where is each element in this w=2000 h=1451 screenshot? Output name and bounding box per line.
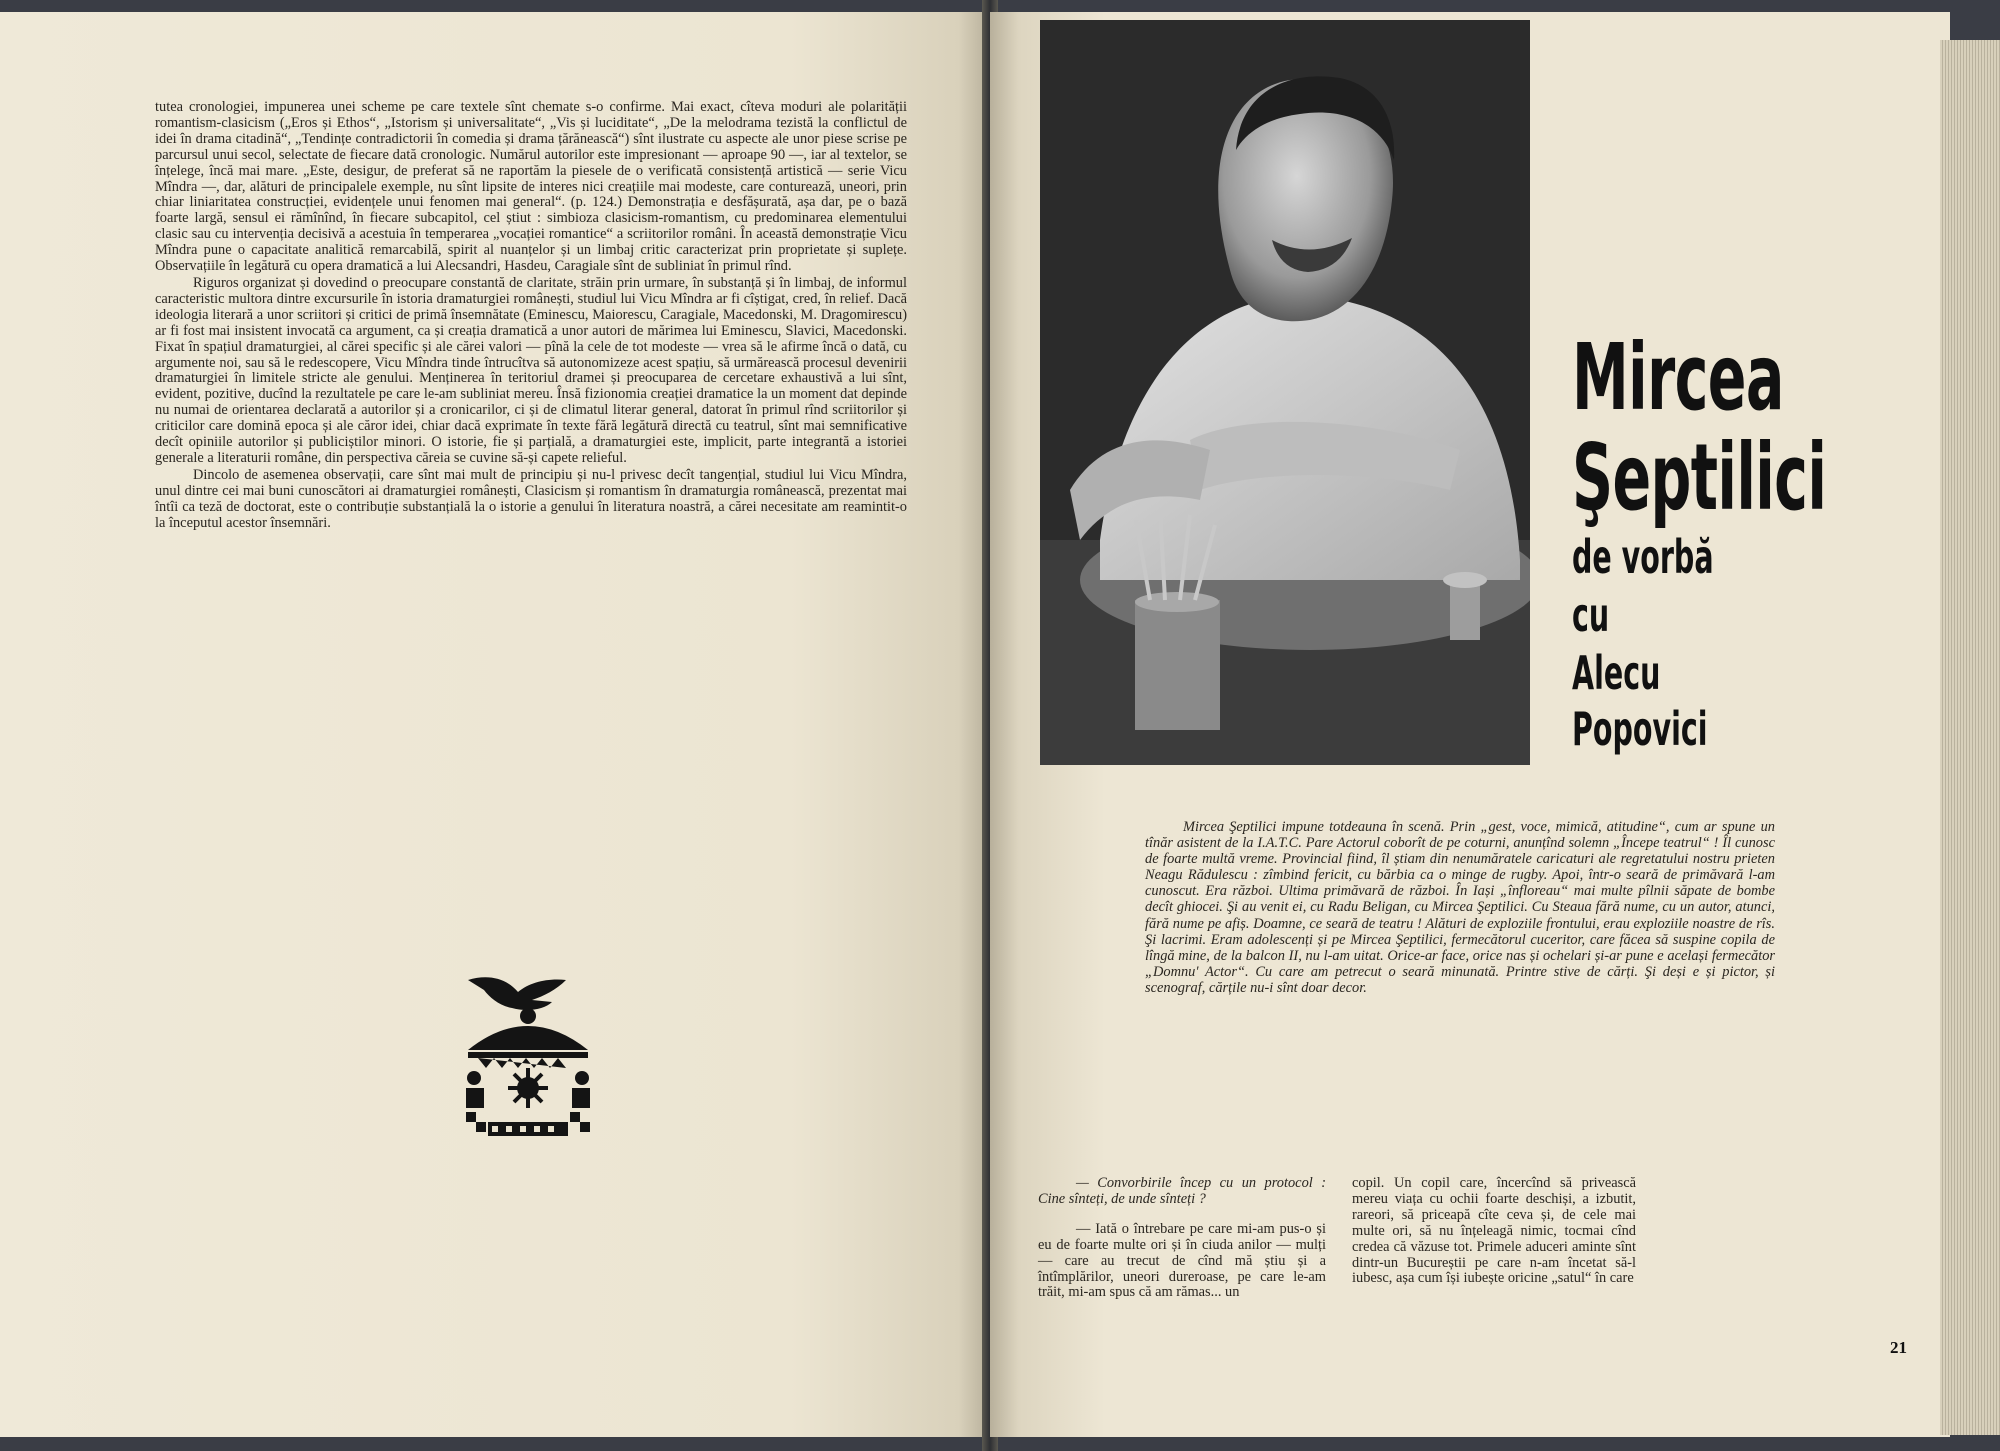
headline-author-last: Popovici xyxy=(1572,702,1708,756)
article-headline xyxy=(1572,324,1827,758)
left-paragraph-1: tutea cronologiei, impunerea unei scheme pe care textele sînt chemate s-o confirme. Mai exact, cîteva moduri ale polarității romantism-clasicism („Eros și Ethos“, „Istorism și universalitate“, „Vis și luciditate“, „De la melodrama tezistă la conflictul de idei în drama citadină“, „Tendințe contradictorii în comedia și drama țărănească“) sînt ilustrate cu aspecte ale unor piese scrise pe parcursul unui secol, selectate de fiecare dată cronologic. Numărul autorilor este impresionant — aproape 90 —, iar al textelor, se înțelege, încă mai mare. „Este, desigur, de preferat să ne raportăm la piesele de o verificată consistență artistică — serie Vicu Mîndra —, dar, alături de principalele exemple, nu sînt lipsite de interes nici creațiile mai modeste, care conturează, uneori, prin chiar liniaritatea construcției, evidențele unui fenomen mai general“. (p. 124.) Demonstrația e desfășurată, așa dar, pe o bază foarte largă, sensul ei rămînînd, în fiecare subcapitol, cel știut : simbioza clasicism-romantism, cu predominarea elementului clasic sau cu intervenția decisivă a acestuia în temperarea „vocației romantice“ a scriitorilor români. În această demonstrație Vicu Mîndra pune o capacitate analitică remarcabilă, spirit al nuanțelor și un limbaj critic caracterizat prin proprietate și suplețe. Observațiile în legătură cu opera dramatică a lui Alecsandri, Hasdeu, Caragiale sînt de subliniat în primul rînd. xyxy=(155,99,907,275)
page-edges xyxy=(1940,40,2000,1435)
right-page xyxy=(990,12,1950,1437)
interview-column-2 xyxy=(1352,1176,1636,1287)
headline-author-first: Alecu xyxy=(1572,646,1661,700)
interview-column-1 xyxy=(1038,1176,1326,1301)
interview-question: — Convorbirile încep cu un protocol : Cine sînteți, de unde sînteți ? xyxy=(1038,1175,1326,1207)
headline-subtitle-1: de vorbă xyxy=(1572,530,1714,584)
left-body-text xyxy=(155,100,907,531)
portrait-photo-drawing xyxy=(1040,20,1530,765)
left-page xyxy=(0,12,988,1437)
interview-answer: — Iată o întrebare pe care mi-am pus-o și eu de foarte multe ori și în ciuda anilor — mulți — care au trecut de cînd mă știu și a întîmplărilor, uneori dureroase, pe care le-am trăit, mi-am spus că am rămas... un xyxy=(1038,1220,1326,1301)
left-paragraph-2: Riguros organizat și dovedind o preocupare constantă de claritate, străin prin urmare, în substanță și în limbaj, de informul caracteristic multora dintre excursurile în istoria dramaturgiei românești, studiul lui Vicu Mîndra ar fi cîștigat, cred, în relief. Dacă ideologia literară a unor scriitori și critici de primă însemnătate (Eminescu, Maiorescu, Caragiale, Macedonski, M. Dragomirescu) ar fi fost mai insistent invocată ca argument, ca și creația dramatică a unor autori de mărimea lui Eminescu, Slavici, Macedonski. Fixat în spațiul dramaturgiei, al cărei specific și ale cărei valori — pînă la cele de tot modeste — vrea să le afirme încă o dată, cu argumente noi, sau să le redescopere, Vicu Mîndra tinde întrucîtva să autonomizeze acest spațiu, să urmărească procesul devenirii dramaturgiei în limitele stricte ale genului. Menținerea în teritoriul dramei și preocuparea de cercetare exhaustivă a lui sînt, evident, pozitive, ducînd la rezultatele pe care le-am subliniat mereu. Însă fizionomia creației dramatice la un moment dat depinde nu numai de orientarea declarată a autorilor și a cronicarilor, ci și de climatul literar general, datorat în primul rînd scriitorilor și criticilor care domină epoca și ale căror idei, chiar dacă exprimate în texte fără legătură directă cu teatrul, sînt mai semnificative decît opiniile autorilor și publiciștilor minori. O istorie, fie și parțială, a dramaturgiei este, implicit, parte integrantă a istoriei generale a literaturii române, din perspectiva căreia se cuvine să-și capete relieful. xyxy=(155,274,907,466)
left-paragraph-3: Dincolo de asemenea observații, care sînt mai mult de principiu și nu-l privesc decît tangențial, studiul lui Vicu Mîndra, unul dintre cei mai buni cunoscători ai dramaturgiei românești, Clasicism și romantism în dramaturgia românească, prezentat mai întîi ca teză de doctorat, este o contribuție substanțială la o istorie a genului în literatura noastră, a cărei necesitate am reamintit-o la începutul acestor însemnări. xyxy=(155,466,907,531)
portrait-photo xyxy=(1040,20,1530,765)
headline-name-last: Şeptilici xyxy=(1572,424,1827,531)
headline-subtitle-2: cu xyxy=(1572,588,1610,642)
folk-ornament-illustration xyxy=(448,972,608,1147)
page-number: 21 xyxy=(1890,1338,1907,1357)
headline-name-first: Mircea xyxy=(1572,324,1784,431)
intro-paragraph: Mircea Şeptilici impune totdeauna în scenă. Prin „gest, voce, mimică, atitudine“, cum ar spune un tînăr asistent de la I.A.T.C. Pare Actorul coborît de pe coturni, anunțînd solemn „Începe teatrul“ ! Îl cunosc de foarte multă vreme. Provincial fiind, îl știam din nenumăratele caricaturi ale regretatului nostru prieten Neagu Rădulescu : zîmbind fericit, cu bărbia ca o minge de rugby. Apoi, într-o seară de primăvară l-am cunoscut. Era război. Ultima primăvară de război. În Iași „înfloreau“ mai multe pîlnii săpate de bombe decît ghiocei. Şi au venit ei, cu Radu Beligan, cu Mircea Şeptilici. Cu Steaua fără nume, cu un autor, atunci, fără nume pe afiș. Doamne, ce seară de teatru ! Alături de exploziile frontului, erau exploziile noastre de rîs. Şi lacrimi. Eram adolescenți și pe Mircea Şeptilici, fermecătorul cuceritor, care făcea să suspine copila de lîngă mine, de la balcon II, nu l-am uitat. Orice-ar face, orice nas și ochelari și-ar pune e același fermecător „Domnu' Actor“. Cu care am petrecut o seară minunată. Printre stive de cărți. Şi deși e și pictor, și scenograf, cărțile nu-i sînt doar decor. xyxy=(1145,819,1775,996)
intro-text xyxy=(1145,819,1775,996)
interview-continuation: copil. Un copil care, încercînd să privească mereu viața cu ochii foarte deschiși, a izbutit, rareori, să priceapă cîte ceva și, de cele mai multe ori, să nu înțeleagă nimic, tocmai cînd credea că văzuse tot. Primele aduceri aminte sînt dintr-un Bucureștii pe care n-am încetat să-l iubesc, așa cum își iubește oricine „satul“ în care xyxy=(1352,1175,1636,1287)
